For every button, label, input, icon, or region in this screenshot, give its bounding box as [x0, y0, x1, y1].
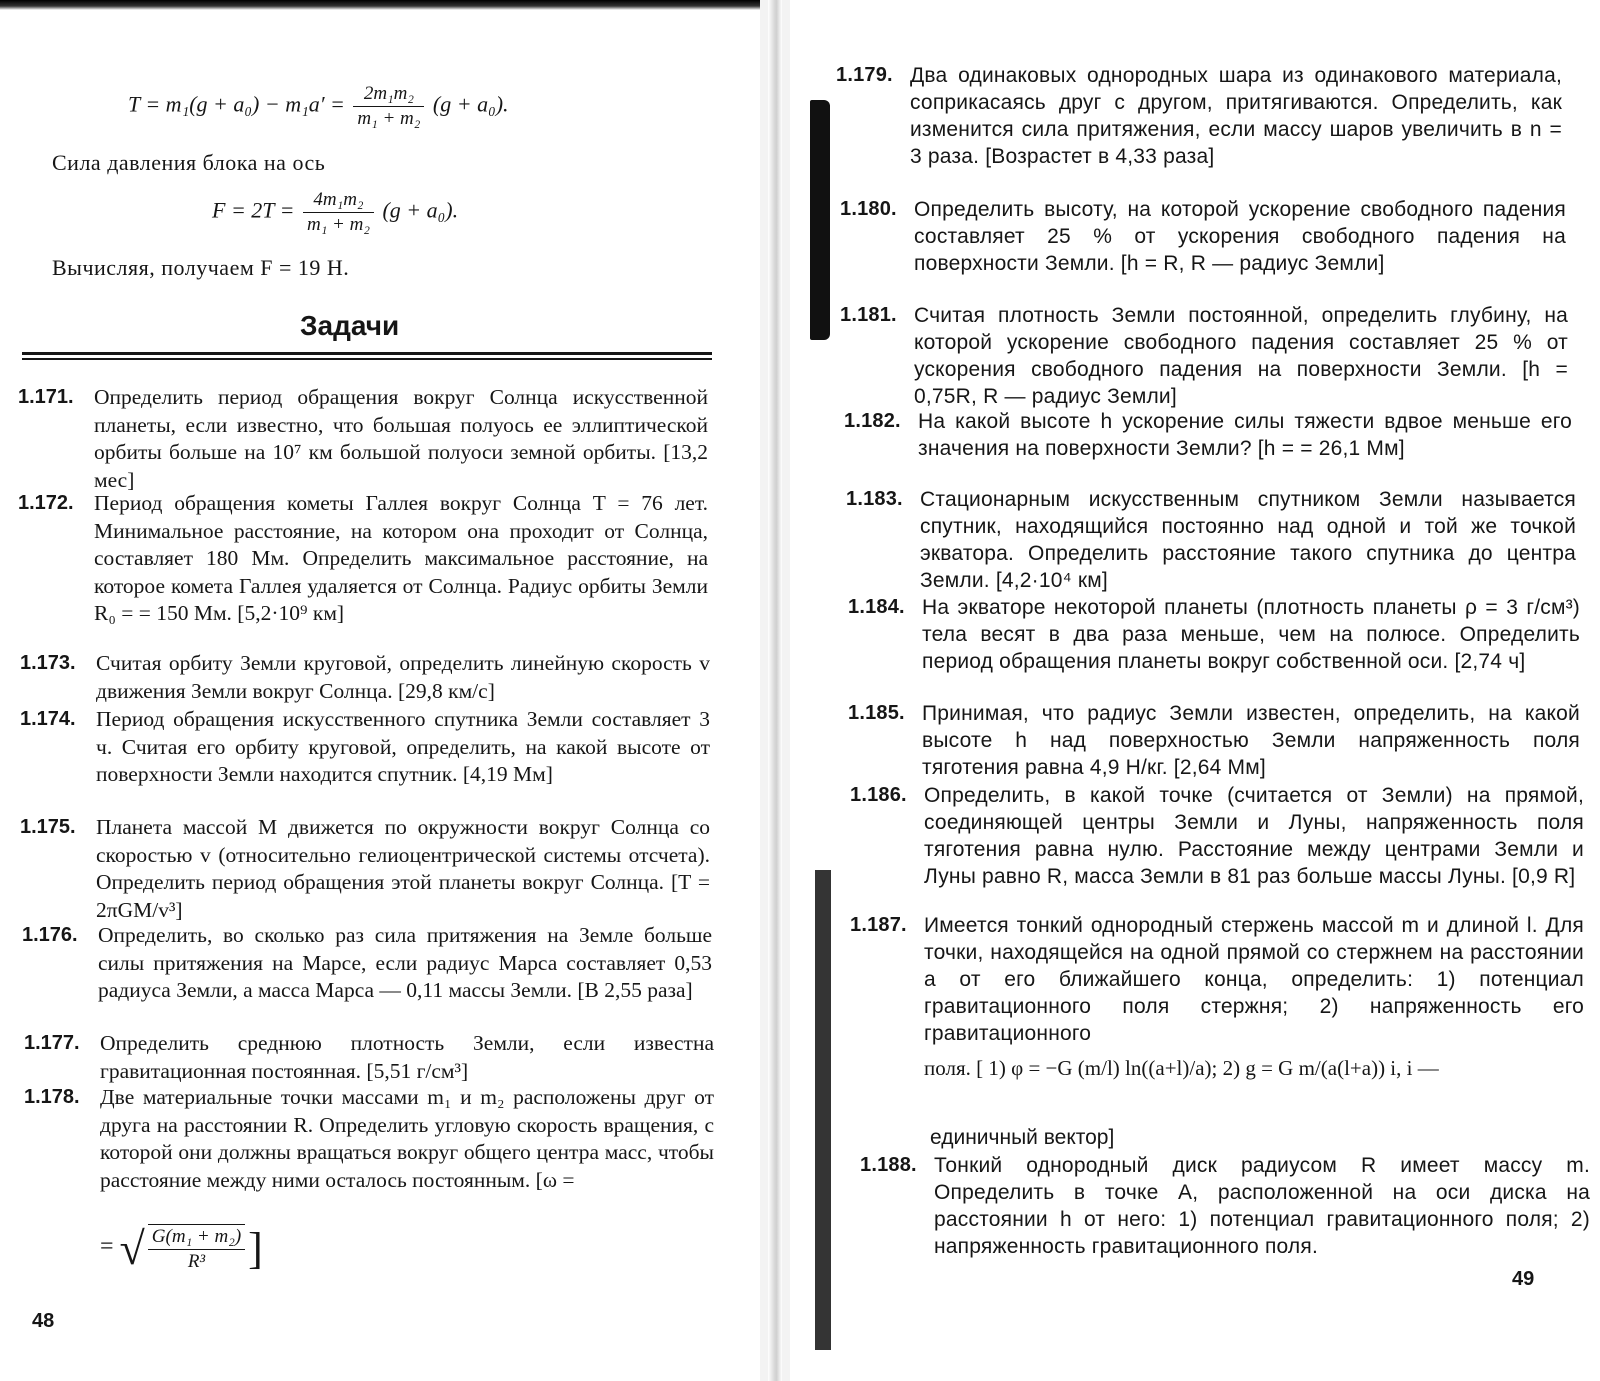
- problem-1-177: 1.177. Определить среднюю плотность Земли, если известна гравитационная постоянная. [5,51 г/см³]: [24, 1031, 714, 1083]
- problem-1-178: 1.178. Две материальные точки массами m₁ и m₂ расположены друг от друга на расстоянии R. Определить угловую скорость вращения, с которой они должны вращаться вокруг общего центра масс, чтобы расстояние между ними осталось постоянным. [ω =: [24, 1085, 714, 1192]
- problem-1-185: 1.185. Принимая, что радиус Земли известен, определить, на какой высоте h над поверхностью Земли напряженность поля тяготения равна 4,9 Н/кг. [2,64 Мм]: [848, 702, 1580, 779]
- answer-1-178: = √ $\frac{\text{G(m₁ + m₂)}}{\text{R³}}$ ]: [100, 1223, 263, 1274]
- answer-1-187-line2: единичный вектор]: [930, 1126, 1115, 1149]
- problem-1-180: 1.180. Определить высоту, на которой ускорение свободного падения составляет 25 % от ускорения свободного падения на поверхности Земли. [h = R, R — радиус Земли]: [840, 198, 1566, 275]
- problem-1-175: 1.175. Планета массой M движется по окружности вокруг Солнца со скоростью v (относительно гелиоцентрической системы отсчета). Определить период обращения этой планеты вокруг Солнца. [T = 2πGM/v³]: [20, 815, 710, 922]
- problem-1-184: 1.184. На экваторе некоторой планеты (плотность планеты ρ = 3 г/см³) тела весят в два раза меньше, чем на полюсе. Определить период обращения планеты вокруг собственной оси. [2,74 ч]: [848, 596, 1580, 673]
- problem-1-188: 1.188. Тонкий однородный диск радиусом R имеет массу m. Определить в точке A, расположенной на оси диска на расстоянии h от него: 1) потенциал гравитационного поля; 2) напряженность гравитационного поля.: [860, 1154, 1590, 1258]
- tension-fraction: $\frac{\text{2m₁m₂}}{\text{m₁ + m₂}}$: [353, 82, 424, 131]
- problem-1-183: 1.183. Стационарным искусственным спутником Земли называется спутник, находящийся постоянно над одной и той же точкой экватора. Определить расстояние такого спутника до центра Земли. [4,2·10⁴ км]: [846, 488, 1576, 592]
- answer-1-187-line1: поля. [ 1) φ = −G (m/l) ln((a+l)/a); 2) g = G m/(a(l+a)) i, i —: [924, 1056, 1439, 1080]
- tension-formula: T = m₁(g + a₀) − m₁a′ = $\frac{\text{2m₁m₂}}{\text{m₁ + m₂}}$ (g + a₀).: [128, 83, 509, 129]
- heading-rule-thick: [22, 352, 712, 355]
- problem-1-171: 1.171. Определить период обращения вокруг Солнца искусственной планеты, если известно, что большая полуось ее эллиптической орбиты больше на 10⁷ км большой полуоси земной орбиты. [13,2 мес]: [18, 385, 708, 492]
- right-page: [790, 0, 1600, 1381]
- force-fraction: $\frac{\text{4m₁m₂}}{\text{m₁ + m₂}}$: [303, 188, 374, 237]
- problem-1-174: 1.174. Период обращения искусственного спутника Земли составляет 3 ч. Считая его орбиту круговой, определить, на какой высоте от поверхности Земли находится спутник. [4,19 Мм]: [20, 707, 710, 786]
- problem-1-181: 1.181. Считая плотность Земли постоянной, определить глубину, на которой ускорение свободного падения составляет 25 % от ускорения свободного падения на поверхности Земли. [h = 0,75R, R — радиус Земли]: [840, 304, 1568, 408]
- problem-1-187: 1.187. Имеется тонкий однородный стержень массой m и длиной l. Для точки, находящейся на одной прямой со стержнем на расстоянии a от его ближайшего конца, определить: 1) потенциал гравитационного поля стержня; 2) напряженность его гравитационного: [850, 914, 1584, 1045]
- pressure-text: Сила давления блока на ось: [52, 150, 326, 175]
- page-number-left: 48: [32, 1310, 55, 1332]
- problem-1-186: 1.186. Определить, в какой точке (считается от Земли) на прямой, соединяющей центры Земли и Луны, напряженность поля тяготения равна нулю. Расстояние между центрами Земли и Луны равно R, масса Земли в 81 раз больше массы Луны. [0,9 R]: [850, 784, 1584, 888]
- left-page: [0, 0, 760, 1381]
- problem-1-173: 1.173. Считая орбиту Земли круговой, определить линейную скорость v движения Земли вокруг Солнца. [29,8 км/с]: [20, 651, 710, 703]
- problem-1-179: 1.179. Два одинаковых однородных шара из одинакового материала, соприкасаясь друг с другом, притягиваются. Определить, как изменится сила притяжения, если массу шаров увеличить в n = 3 раза. [Возрастет в 4,33 раза]: [836, 64, 1562, 168]
- book-spine: [760, 0, 790, 1381]
- result-text: Вычисляя, получаем F = 19 Н.: [52, 255, 350, 280]
- problem-1-172: 1.172. Период обращения кометы Галлея вокруг Солнца T = 76 лет. Минимальное расстояние, на котором она проходит от Солнца, составляет 180 Мм. Определить максимальное расстояние, на которое комета Галлея удаляется от Солнца. Радиус орбиты Земли R₀ = = 150 Мм. [5,2·10⁹ км]: [18, 491, 708, 625]
- force-formula: F = 2T = $\frac{\text{4m₁m₂}}{\text{m₁ + m₂}}$ (g + a₀).: [212, 189, 459, 235]
- heading-rule-thin: [22, 358, 712, 360]
- problem-1-182: 1.182. На какой высоте h ускорение силы тяжести вдвое меньше его значения на поверхности Земли? [h = = 26,1 Мм]: [844, 410, 1572, 460]
- section-heading: Задачи: [300, 310, 400, 341]
- page-number-right: 49: [1512, 1268, 1535, 1290]
- problem-1-176: 1.176. Определить, во сколько раз сила притяжения на Земле больше силы притяжения на Марсе, если радиус Марса составляет 0,53 радиуса Земли, а масса Марса — 0,11 массы Земли. [В 2,55 раза]: [22, 923, 712, 1002]
